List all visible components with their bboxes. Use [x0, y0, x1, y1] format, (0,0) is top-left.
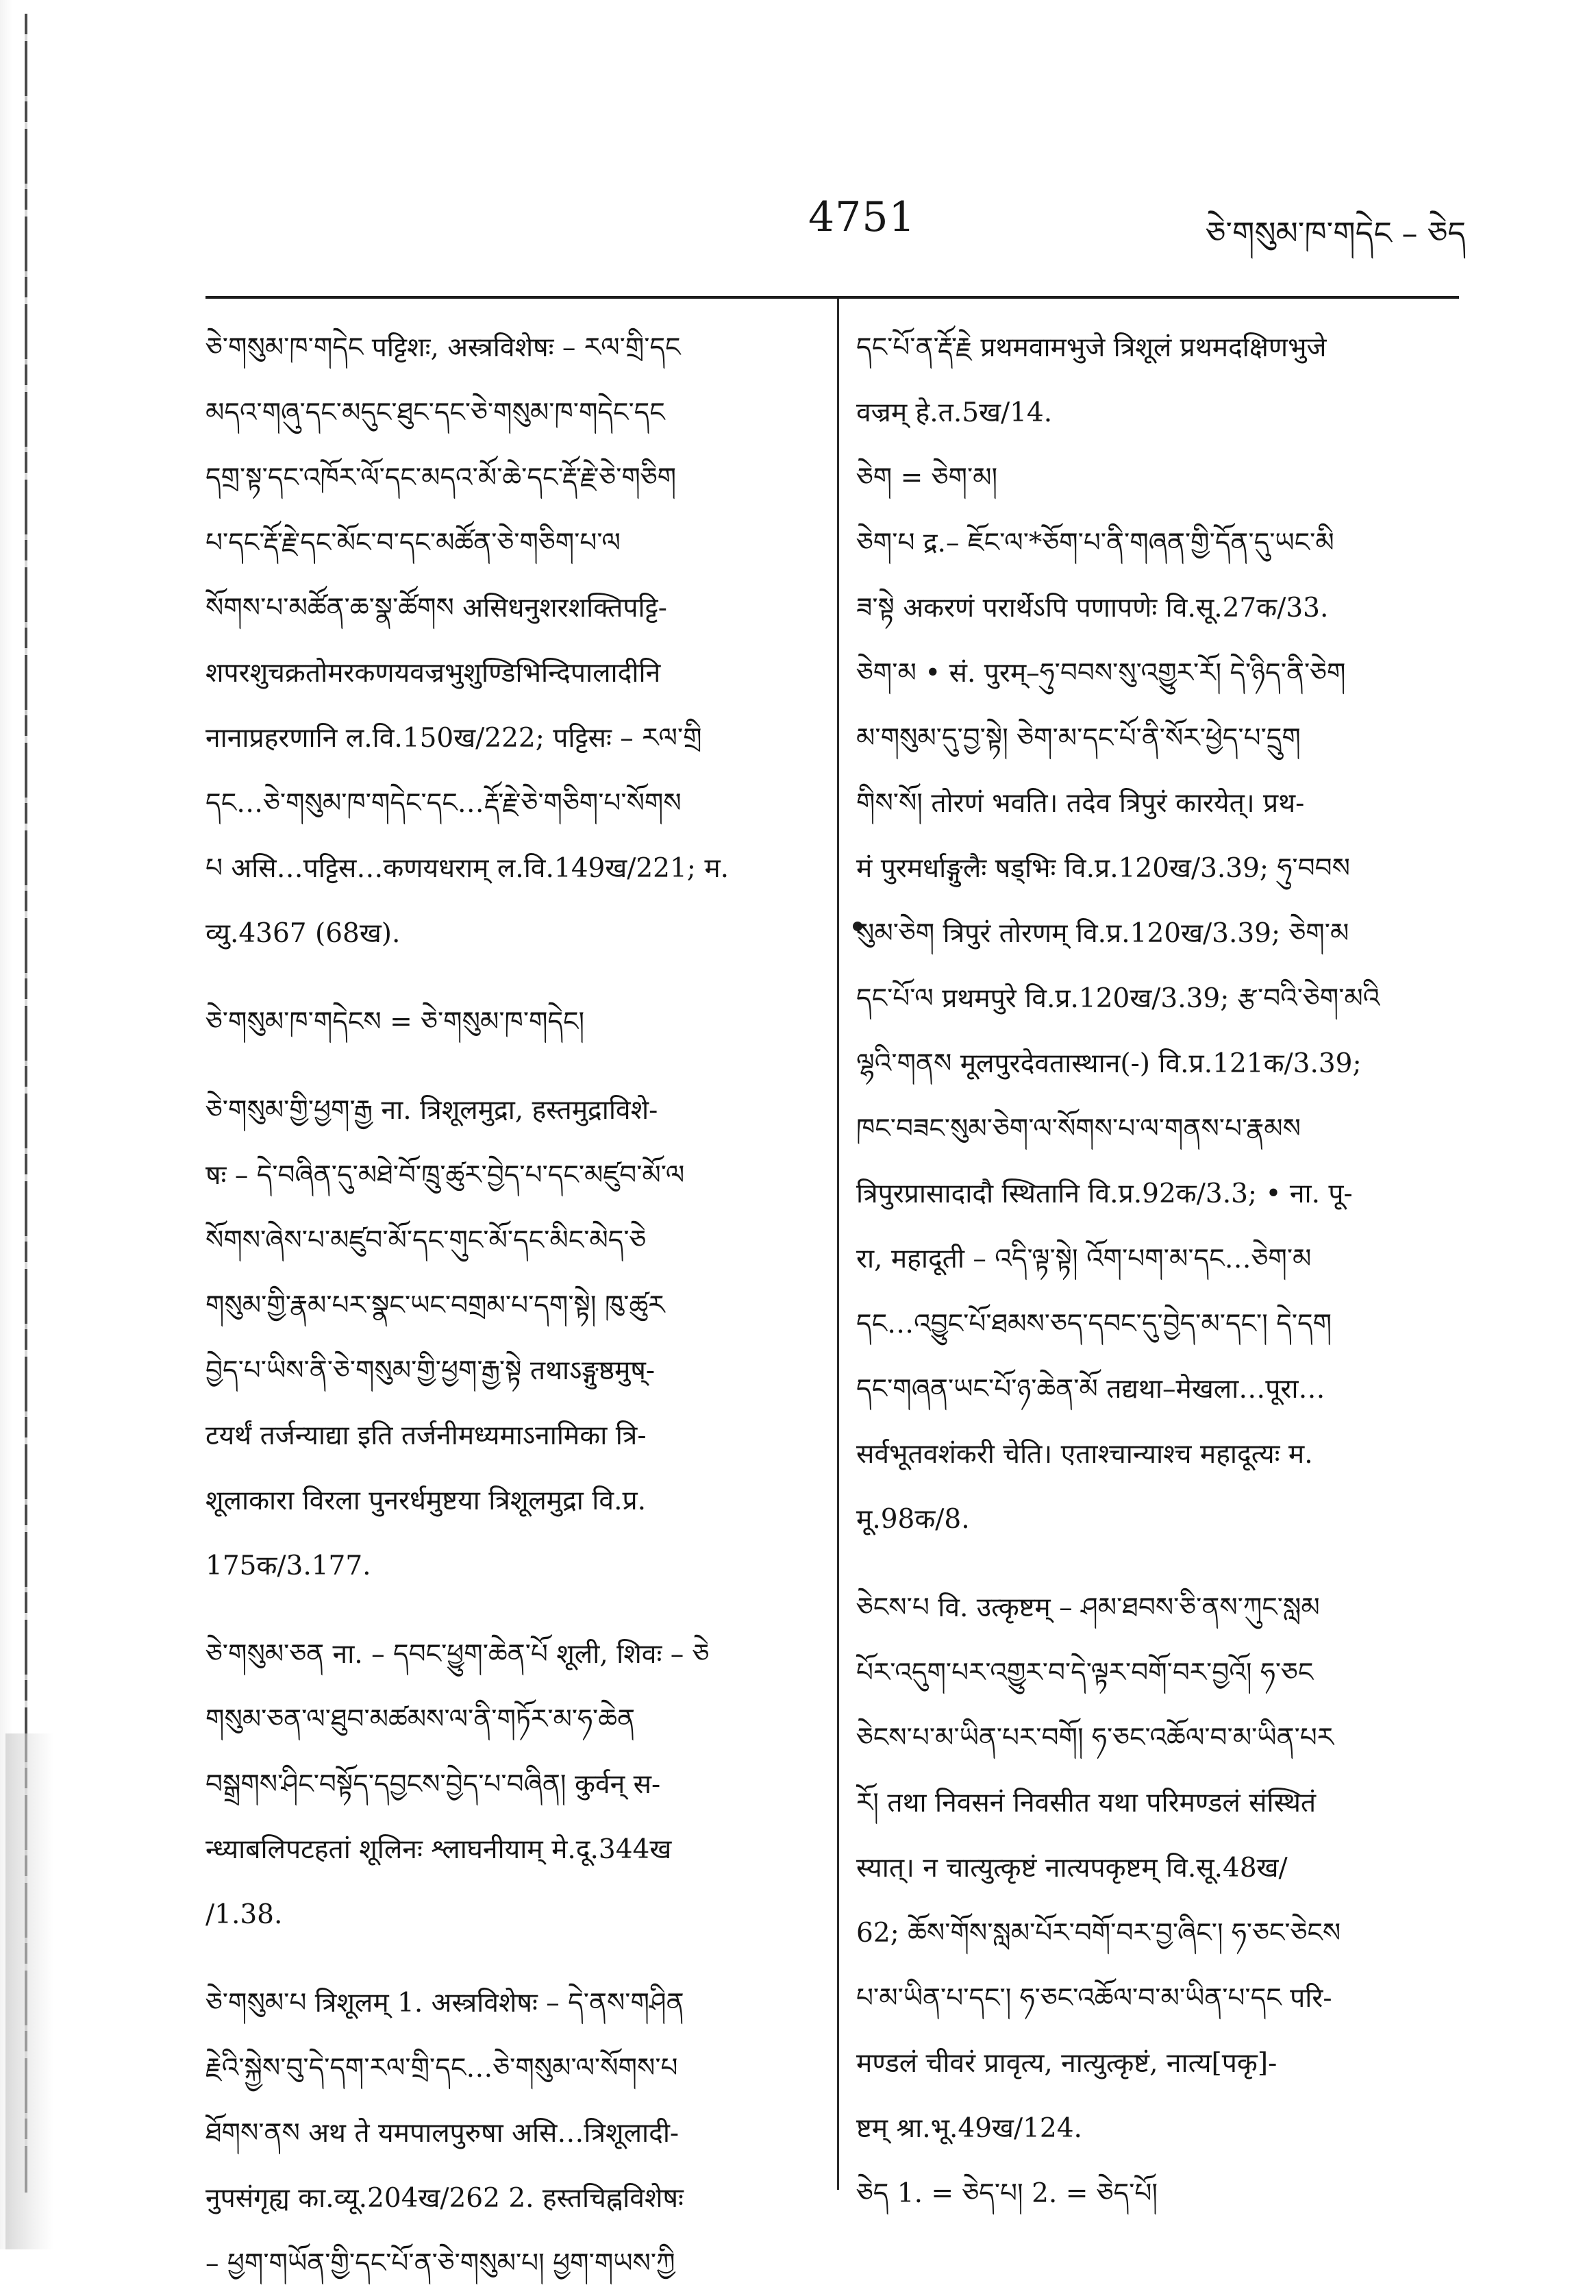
- text-line: ཅེ་གསུམ་ཅན ना. – དབང་ཕྱུག་ཆེན་པོ शूली, शिवः – ཅེ: [205, 1639, 710, 1670]
- text-line: ཅེག་མ • सं. पुरम्–ཧུ་བབས་སུ་འགྱུར་རོ། དེ་ཉིད་ནི་ཅེག: [856, 658, 1346, 689]
- text-line: /1.38.: [205, 1899, 283, 1930]
- text-line: – ཕྱག་གཡོན་གྱི་དང་པོ་ན་ཅེ་གསུམ་པ། ཕྱག་གཡས་ཀྱི: [205, 2248, 675, 2279]
- binding-shadow: [5, 1733, 53, 2249]
- text-line: ཅེ་གསུམ་ཁ་གདེངས = ཅེ་གསུམ་ཁ་གདེང།: [205, 1007, 585, 1037]
- text-line: नानाप्रहरणानि ल.वि.150ख/222; पट्टिसः – རལ་གྲི: [205, 723, 702, 754]
- text-line: གསུམ་གྱི་རྣམ་པར་སྣང་ཡང་བགྲམ་པ་དག་སྟེ། ཁུ་ཚུར: [205, 1290, 665, 1321]
- text-line: དང…ཅེ་གསུམ་ཁ་གདེང་དང…རྡོ་རྗེ་ཅེ་གཅིག་པ་སོགས: [205, 788, 682, 819]
- text-line: ཅེག = ཅེག་མ།: [856, 462, 998, 493]
- text-line: सर्वभूतवशंकरी चेति। एताश्चान्याश्च महादूत्यः म.: [856, 1439, 1313, 1470]
- entry-gap: [856, 1552, 1459, 1575]
- text-line: པ असि…पट्टिस…कणयधराम् ल.वि.149ख/221; म.: [205, 853, 730, 884]
- text-line: ཅེ་གསུམ་པ त्रिशूलम् 1. अस्त्रविशेषः – དེ་ནས་གཤིན: [205, 1988, 684, 2019]
- text-line: ཟ་སྟེ अकरणं परार्थेऽपि पणापणेः वि.सू.27क/33.: [856, 593, 1329, 624]
- text-line: མདའ་གཞུ་དང་མདུང་ཐུང་དང་ཅེ་གསུམ་ཁ་གདེང་དང: [205, 397, 665, 428]
- text-line: ष्टम् श्रा.भू.49ख/124.: [856, 2113, 1082, 2144]
- text-line: स्यात्। न चात्युत्कृष्टं नात्यपकृष्टम् वि.सू.48ख/: [856, 1853, 1288, 1884]
- text-line: ཅེ་གསུམ་གྱི་ཕྱག་རྒྱ ना. त्रिशूलमुद्रा, हस्तमुद्राविशे-: [205, 1095, 658, 1126]
- text-line: བྱེད་པ་ཡིས་ནི་ཅེ་གསུམ་གྱི་ཕྱག་རྒྱ་སྟེ तथाऽङ्गुष्ठमुष्-: [205, 1355, 656, 1386]
- entry-gap: [205, 1598, 822, 1622]
- text-line: त्रिपुरप्रासादादौ स्थितानि वि.प्र.92क/3.3; • ना. पू-: [856, 1178, 1353, 1209]
- text-line: टयर्थं तर्जन्याद्या इति तर्जनीमध्यमाऽनामिका त्रि-: [205, 1420, 647, 1451]
- entry-gap: [205, 1947, 822, 1971]
- text-line: ཅེངས་པ वि. उत्कृष्टम् – ཤམ་ཐབས་ཅི་ནས་ཀུང་སླམ: [856, 1592, 1320, 1623]
- text-line: मू.98क/8.: [856, 1504, 970, 1535]
- text-line: པོར་འདུག་པར་འགྱུར་བ་དེ་ལྟར་བགོ་བར་བྱའོ། ཧ་ཅང: [856, 1657, 1314, 1688]
- left-column: [205, 315, 822, 2296]
- text-line: དགྲ་སྟ་དང་འཁོར་ལོ་དང་མདའ་མོ་ཆེ་དང་རྡོ་རྗེ་ཅེ་གཅིག: [205, 462, 677, 493]
- text-line: ཅེག་པ द्र.– ཇོང་ལ་*ཅོག་པ་ནི་གཞན་གྱི་དོན་དུ་ཡང་མི: [856, 528, 1334, 558]
- text-line: རོ། तथा निवसनं निवसीत यथा परिमण्डलं संस्थितं: [856, 1788, 1317, 1818]
- text-line: ལྷའི་གནས मूलपुरदेवतास्थान(-) वि.प्र.121क/3.39;: [856, 1048, 1362, 1079]
- text-line: རྗེའི་སྐྱེས་བུ་དེ་དག་རལ་གྲི་དང…ཅེ་གསུམ་ལ་སོགས་པ: [205, 2053, 678, 2084]
- text-line: 175क/3.177.: [205, 1551, 371, 1581]
- text-line: नुपसंगृह्य का.व्यू.204ख/262 2. हस्तचिह्नविशेषः: [205, 2183, 684, 2214]
- text-line: न्ध्याबलिपटहतां शूलिनः श्लाघनीयाम् मे.दू.344ख: [205, 1834, 672, 1865]
- text-line: སོགས་ཞེས་པ་མཛུབ་མོ་དང་གུང་མོ་དང་མིང་མེད་ཅེ: [205, 1225, 647, 1256]
- text-line: པ་མ་ཡིན་པ་དང་། ཧ་ཅང་འཆོལ་བ་མ་ཡིན་པ་དང परि-: [856, 1983, 1332, 2014]
- text-line: གིས་སོ། तोरणं भवति। तदेव त्रिपुरं कारयेत्। प्रथ-: [856, 788, 1305, 819]
- text-line: གསུམ་ཅན་ལ་ཐུབ་མཚམས་ལ་ནི་གཏོར་མ་ཧ་ཆེན: [205, 1704, 636, 1735]
- entry-gap: [205, 1054, 822, 1078]
- text-line: དང་པོ་ན་རྡོ་རྗེ प्रथमवामभुजे त्रिशूलं प्रथमदक्षिणभुजे: [856, 332, 1327, 363]
- text-line: वज्रम् हे.त.5ख/14.: [856, 397, 1053, 428]
- text-line: ཅེད 1. = ཅེད་པ། 2. = ཅེད་པོ།: [856, 2178, 1158, 2209]
- text-line: 62; ཆོས་གོས་སླམ་པོར་བགོ་བར་བྱ་ཞིང་། ཧ་ཅང་ཅེངས: [856, 1918, 1341, 1949]
- text-line: པ་དང་རྡོ་རྗེ་དང་མོང་བ་དང་མཚོན་ཅེ་གཅིག་པ་ལ: [205, 528, 621, 558]
- text-line: व्यु.4367 (68ख).: [205, 918, 401, 949]
- text-line: སུམ་ཅེག त्रिपुरं तोरणम् वि.प्र.120ख/3.39; ཅེག་མ: [856, 918, 1349, 949]
- text-line: ཅེངས་པ་མ་ཡིན་པར་བགོ། ཧ་ཅང་འཆོལ་བ་མ་ཡིན་པར: [856, 1723, 1334, 1753]
- text-line: षः – དེ་བཞིན་དུ་མཐེ་བོ་ཁྲུ་ཚུར་བྱེད་པ་དང་མཛུབ་མོ་ལ: [205, 1160, 685, 1191]
- text-line: मण्डलं चीवरं प्रावृत्य, नात्युत्कृष्टं, नात्य[पकृ]-: [856, 2048, 1277, 2079]
- text-line: སོགས་པ་མཚོན་ཆ་སྣ་ཚོགས असिधनुशरशक्तिपट्टि-: [205, 593, 667, 624]
- entry-gap: [205, 966, 822, 989]
- column-divider: [837, 299, 839, 2190]
- text-line: रा, महादूती – འདི་ལྟ་སྟེ། འོག་པག་མ་དང…ཅེག་མ: [856, 1244, 1312, 1274]
- text-line: དང་གཞན་ཡང་པོ་ཉ་ཆེན་མོ तद्यथा–मेखला…पूरा…: [856, 1374, 1325, 1405]
- text-line: མ་གསུམ་དུ་བྱ་སྟེ། ཅེག་མ་དང་པོ་ནི་སོར་ཕྱེད་པ་དྲུག: [856, 723, 1301, 754]
- text-line: शपरशुचक्रतोमरकणयवज्रभुशुण्डिभिन्दिपालादीनि: [205, 658, 661, 689]
- text-line: ཁང་བཟང་སུམ་ཅེག་ལ་སོགས་པ་ལ་གནས་པ་རྣམས: [856, 1113, 1301, 1144]
- page-number: 4751: [808, 193, 916, 241]
- text-line: ཐོགས་ནས अथ ते यमपालपुरुषा असि…त्रिशूलादी-: [205, 2118, 679, 2149]
- text-line: དང་པོ་ལ प्रथमपुरे वि.प्र.120ख/3.39; རྩ་བའི་ཅེག་མའི: [856, 983, 1380, 1014]
- text-line: དང…འབྱུང་པོ་ཐམས་ཅད་དབང་དུ་བྱེད་མ་དང་། དེ་དག: [856, 1309, 1332, 1340]
- running-head: ཅེ་གསུམ་ཁ་གདེང – ཅེད: [1206, 214, 1466, 251]
- header-rule: [205, 296, 1459, 299]
- text-line: मं पुरमर्धाङ्गुलैः षड्भिः वि.प्र.120ख/3.39; ཧུ་བབས: [856, 853, 1350, 884]
- text-line: བསྒྲགས་ཤིང་བསྟོད་དབྱངས་བྱེད་པ་བཞིན། कुर्वन् स-: [205, 1769, 661, 1800]
- text-line: शूलाकारा विरला पुनरर्धमुष्टया त्रिशूलमुद्रा वि.प्र.: [205, 1485, 647, 1516]
- right-column: [856, 315, 1459, 2226]
- text-line: ཅེ་གསུམ་ཁ་གདེང पट्टिशः, अस्त्रविशेषः – རལ་གྲི་དང: [205, 332, 681, 363]
